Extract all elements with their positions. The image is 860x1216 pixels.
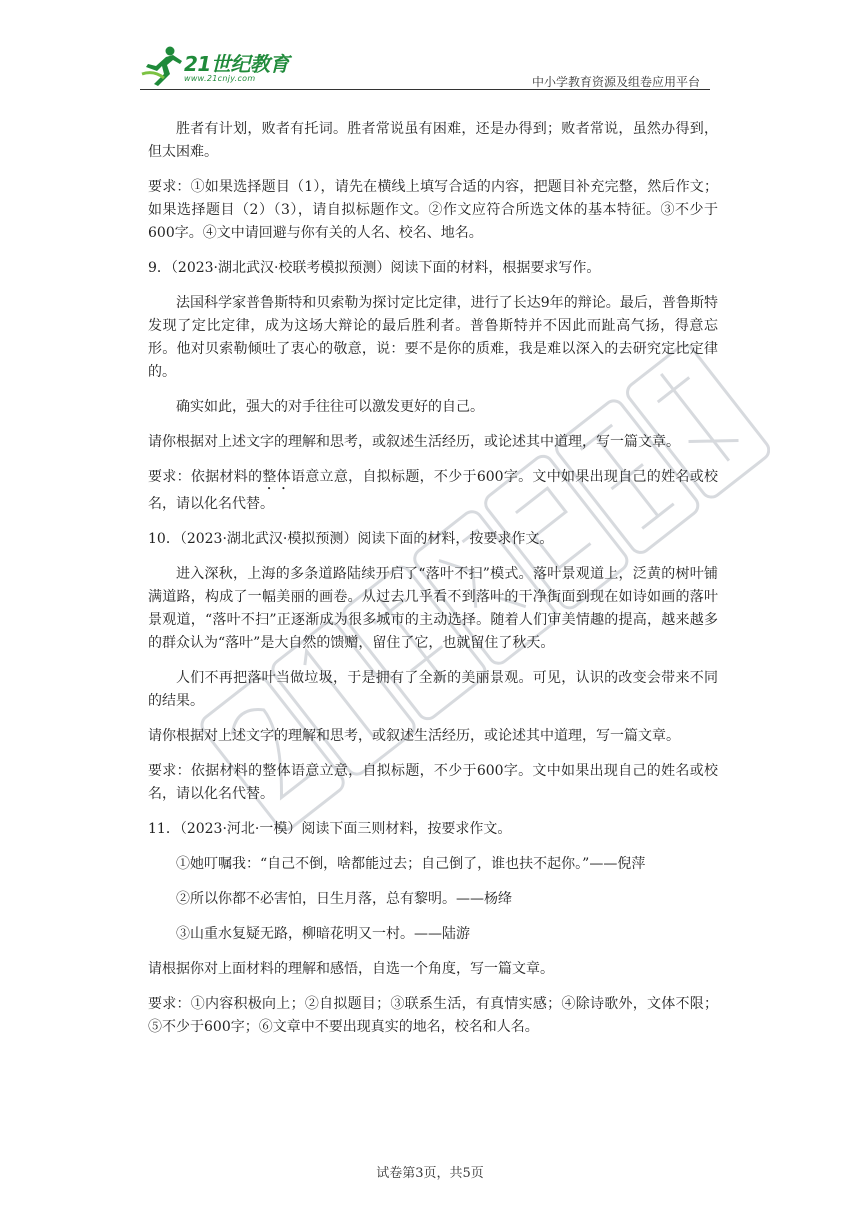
question-9-requirements xyxy=(148,466,718,516)
req-9-part-a: 要求：依据材料的 xyxy=(148,469,263,485)
req-9-emphasis: 整体 xyxy=(262,469,291,485)
logo-text: 21世纪教育 xyxy=(184,52,289,76)
question-9-material-1: 法国科学家普鲁斯特和贝索勒为探讨定比定律，进行了长达9年的辩论。最后，普鲁斯特发现了定比定律，成为这场大辩论的最后胜利者。普鲁斯特并不因此而趾高气扬，得意忘形。他对贝索勒倾吐了衷心的敬意，说：要不是你的质难，我是难以深入的去研究定比定律的。 xyxy=(148,295,718,380)
question-9-material-2: 确实如此，强大的对手往往可以激发更好的自己。 xyxy=(176,399,484,415)
question-9-title: 9．（2023·湖北武汉·校联考模拟预测）阅读下面的材料，根据要求写作。 xyxy=(148,260,601,276)
page-footer: 试卷第3页，共5页 xyxy=(376,1166,484,1181)
question-11-item-1: ①她叮嘱我：“自己不倒，啥都能过去；自己倒了，谁也扶不起你。”——倪萍 xyxy=(176,856,646,872)
requirements-8: 要求：①如果选择题目（1），请先在横线上填写合适的内容，把题目补充完整，然后作文；如果选择题目（2）（3），请自拟标题作文。②作文应符合所选文体的基本特征。③不少于600字。④文中请回避与你有关的人名、校名、地名。 xyxy=(148,179,718,241)
question-10-task: 请你根据对上述文字的理解和思考，或叙述生活经历，或论述其中道理，写一篇文章。 xyxy=(148,728,680,744)
platform-name: 中小学教育资源及组卷应用平台 xyxy=(531,75,700,89)
req-9-part-b: 语意立意，自拟标题，不少于600字。文中如果出现自己的姓名或校名，请以化名代替。 xyxy=(148,469,718,512)
question-10-material-2: 人们不再把落叶当做垃圾，于是拥有了全新的美丽景观。可见，认识的改变会带来不同的结果。 xyxy=(148,670,718,709)
question-11-item-2: ②所以你都不必害怕，日生月落，总有黎明。——杨绛 xyxy=(176,891,512,907)
logo xyxy=(140,44,310,90)
header-divider xyxy=(140,89,710,90)
question-10-requirements: 要求：依据材料的整体语意立意，自拟标题，不少于600字。文中如果出现自己的姓名或校名，请以化名代替。 xyxy=(148,763,718,802)
paragraph-intro: 胜者有计划，败者有托词。胜者常说虽有困难，还是办得到；败者常说，虽然办得到，但太困难。 xyxy=(148,121,718,160)
question-10-title: 10．（2023·湖北武汉·模拟预测）阅读下面的材料，按要求作文。 xyxy=(148,531,554,547)
question-11-requirements: 要求：①内容积极向上；②自拟题目；③联系生活，有真情实感；④除诗歌外，文体不限；⑤不少于600字；⑥文章中不要出现真实的地名，校名和人名。 xyxy=(148,996,718,1035)
document-body xyxy=(148,118,718,1051)
logo-url: www.21cnjy.com xyxy=(184,74,256,83)
question-11-item-3: ③山重水复疑无路，柳暗花明又一村。——陆游 xyxy=(176,926,470,942)
page-header xyxy=(140,40,710,92)
question-11-title: 11．（2023·河北·一模）阅读下面三则材料，按要求作文。 xyxy=(148,821,512,837)
runner-logo-icon xyxy=(140,44,184,88)
question-11-task: 请根据你对上面材料的理解和感悟，自选一个角度，写一篇文章。 xyxy=(148,961,554,977)
question-10-material-1: 进入深秋，上海的多条道路陆续开启了“落叶不扫”模式。落叶景观道上，泛黄的树叶铺满道路，构成了一幅美丽的画卷。从过去几乎看不到落叶的干净街面到现在如诗如画的落叶景观道，“落叶不扫”正逐渐成为很多城市的主动选择。随着人们审美情趣的提高，越来越多的群众认为“落叶”是大自然的馈赠，留住了它，也就留住了秋天。 xyxy=(148,566,718,651)
question-9-task: 请你根据对上述文字的理解和思考，或叙述生活经历，或论述其中道理，写一篇文章。 xyxy=(148,434,680,450)
